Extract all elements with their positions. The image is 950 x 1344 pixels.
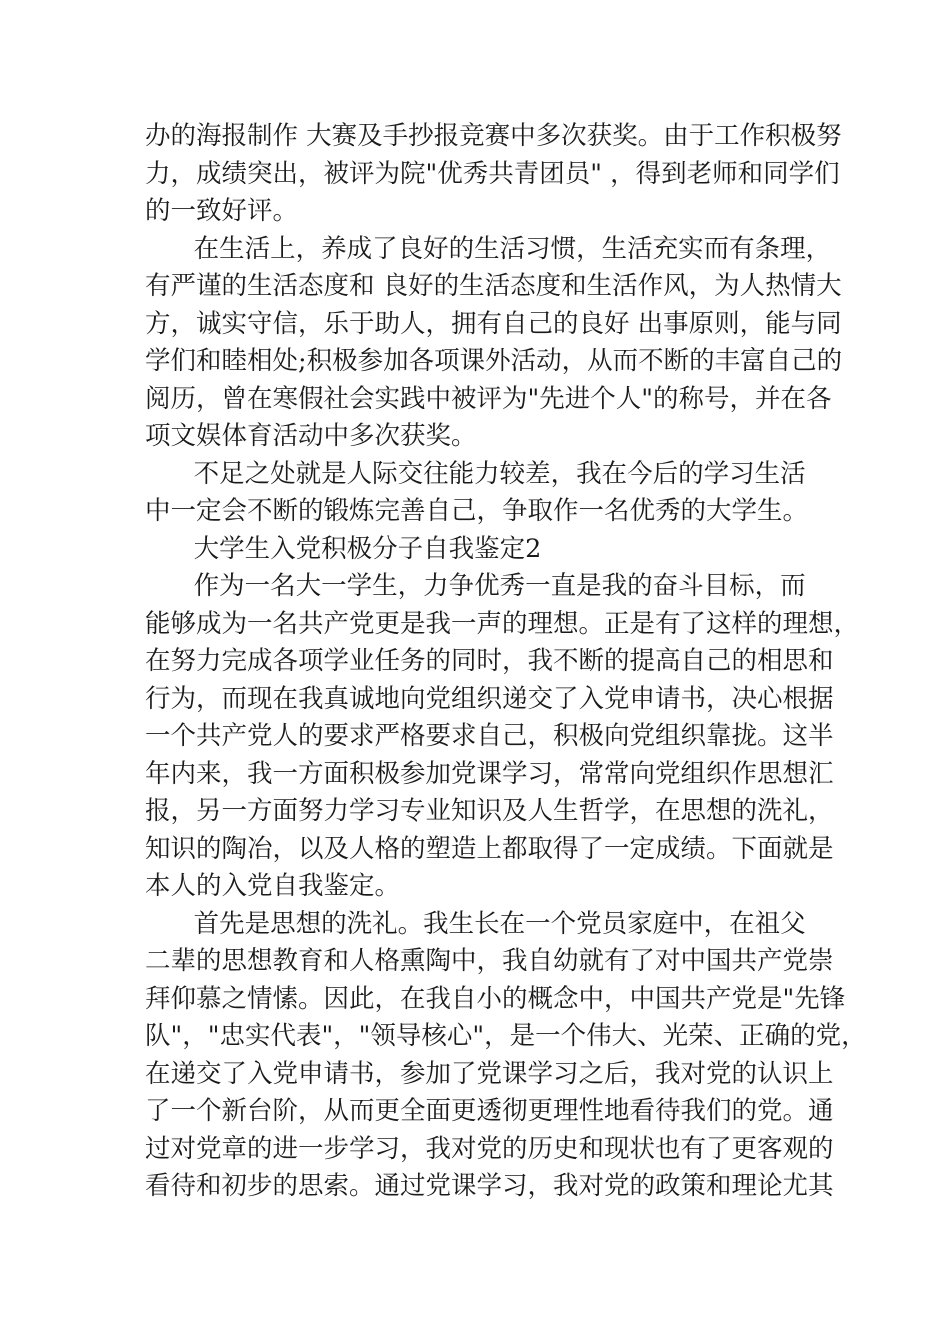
section-heading: 大学生入党积极分子自我鉴定2 xyxy=(145,533,542,564)
text-line: 有严谨的生活态度和 良好的生活态度和生活作风，为人热情大 xyxy=(145,271,842,301)
text-line: 过对党章的进一步学习，我对党的历史和现状也有了更客观的 xyxy=(145,1133,834,1164)
text-line: 办的海报制作 大赛及手抄报竞赛中多次获奖。由于工作积极努 xyxy=(145,121,842,151)
text-line: 知识的陶冶，以及人格的塑造上都取得了一定成绩。下面就是 xyxy=(145,833,834,864)
text-line: 拜仰慕之情愫。因此，在我自小的概念中，中国共产党是"先锋 xyxy=(145,983,846,1014)
text-line: 项文娱体育活动中多次获奖。 xyxy=(145,421,477,451)
text-line: 方，诚实守信，乐于助人，拥有自己的良好 出事原则，能与同 xyxy=(145,308,842,339)
text-line: 年内来，我一方面积极参加党课学习，常常向党组织作思想汇 xyxy=(145,758,834,789)
text-line: 能够成为一名共产党更是我一声的理想。正是有了这样的理想， xyxy=(145,608,860,639)
body-text xyxy=(145,118,867,1206)
text-line: 学们和睦相处;积极参加各项课外活动，从而不断的丰富自己的 xyxy=(145,346,843,376)
text-line: 二辈的思想教育和人格熏陶中，我自幼就有了对中国共产党崇 xyxy=(145,946,834,976)
text-line: 首先是思想的洗礼。我生长在一个党员家庭中，在祖父 xyxy=(145,908,806,939)
text-line: 本人的入党自我鉴定。 xyxy=(145,871,401,901)
text-line: 在生活上，养成了良好的生活习惯，生活充实而有条理， xyxy=(145,233,832,264)
text-line: 不足之处就是人际交往能力较差，我在今后的学习生活 xyxy=(145,458,806,489)
text-line: 在努力完成各项学业任务的同时，我不断的提高自己的相思和 xyxy=(145,646,834,676)
text-line: 中一定会不断的锻炼完善自己，争取作一名优秀的大学生。 xyxy=(145,496,809,526)
text-line: 的一致好评。 xyxy=(145,196,299,226)
text-line: 作为一名大一学生，力争优秀一直是我的奋斗目标，而 xyxy=(145,571,806,601)
text-line: 阅历，曾在寒假社会实践中被评为"先进个人"的称号，并在各 xyxy=(145,383,832,414)
text-line: 报，另一方面努力学习专业知识及人生哲学，在思想的洗礼， xyxy=(145,796,834,826)
text-line: 了一个新台阶，从而更全面更透彻更理性地看待我们的党。通 xyxy=(145,1096,834,1126)
text-line: 看待和初步的思索。通过党课学习，我对党的政策和理论尤其 xyxy=(145,1171,834,1201)
text-line: 在递交了入党申请书，参加了党课学习之后，我对党的认识上 xyxy=(145,1058,834,1089)
text-line: 队"，"忠实代表"，"领导核心"，是一个伟大、光荣、正确的党， xyxy=(145,1021,867,1051)
text-line: 行为，而现在我真诚地向党组织递交了入党申请书，决心根据 xyxy=(145,683,834,714)
text-line: 一个共产党人的要求严格要求自己，积极向党组织靠拢。这半 xyxy=(145,721,834,751)
text-line: 力，成绩突出，被评为院"优秀共青团员" ，得到老师和同学们 xyxy=(145,158,840,189)
